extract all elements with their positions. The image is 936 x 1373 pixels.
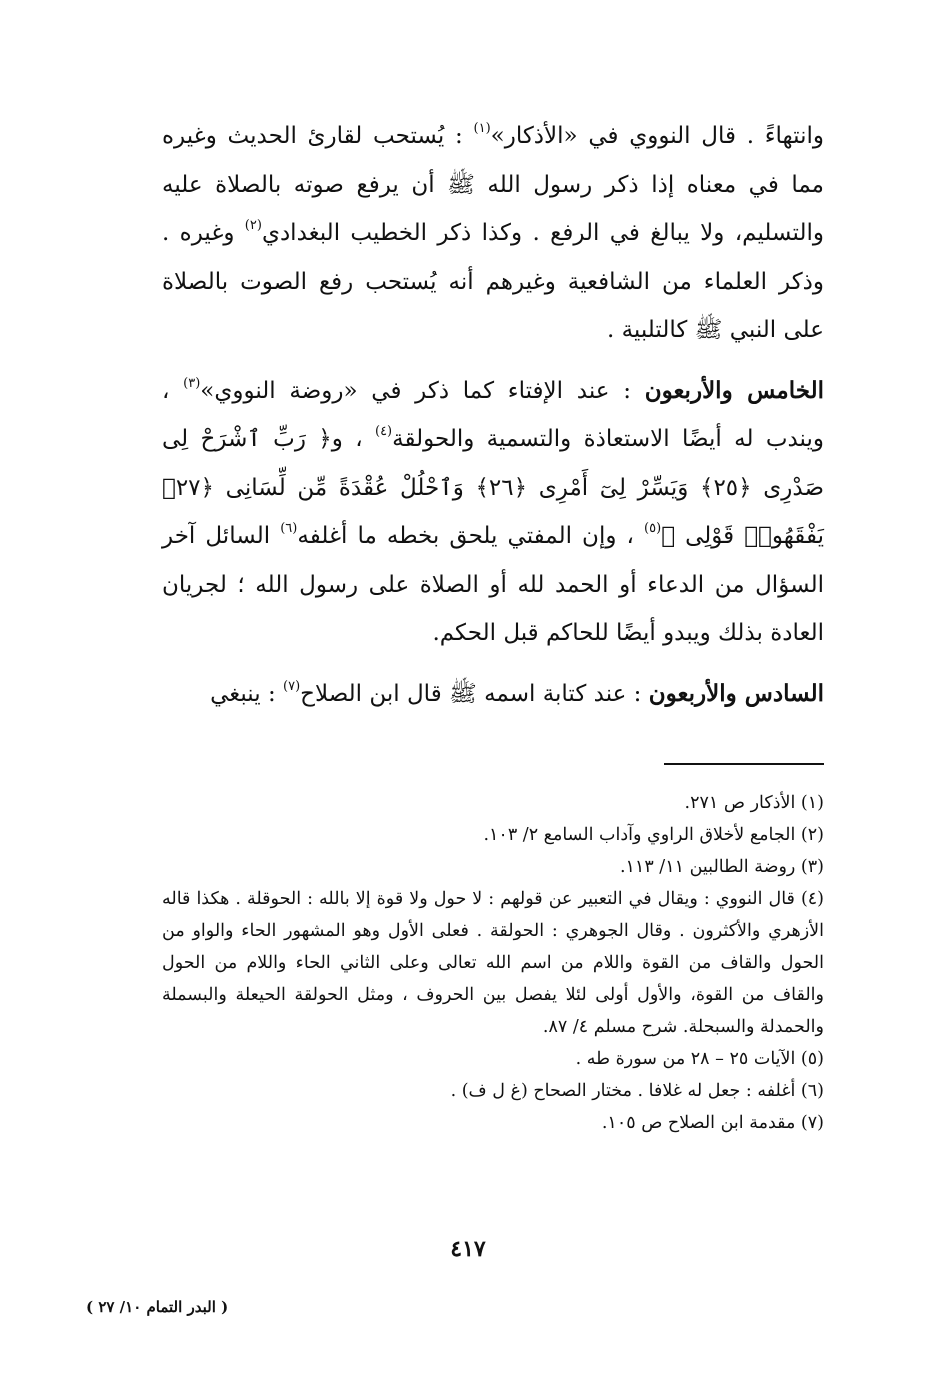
- paragraph-3-text-end: : ينبغي: [210, 680, 283, 707]
- paragraph-2-text-cont: ، ويندب له أيضًا الاستعاذة والتسمية والحولقة: [162, 377, 824, 452]
- footnote-1: (١) الأذكار ص ٢٧١.: [684, 793, 824, 813]
- footnote-ref-4: (٤): [374, 424, 393, 440]
- paragraph-1: [162, 112, 824, 355]
- footnotes: [162, 787, 824, 1139]
- footnote-ref-3: (٣): [183, 375, 201, 391]
- quran-quote: ، و﴿ رَبِّ ٱشْرَحْ لِى صَدْرِى ﴿٢٥﴾ وَيَسِّرْ لِىٓ أَمْرِى ﴿٢٦﴾ وَٱحْلُلْ عُقْدَةً مِّن لِّسَانِى ﴿٢٧﴾ يَفْقَهُوا۟ قَوْلِى ﴾: [162, 426, 824, 549]
- paragraph-2-text-mid: ، وإن المفتي يلحق بخطه ما أغلفه: [297, 523, 645, 549]
- paragraph-2-text-end: السائل آخر السؤال من الدعاء أو الحمد لله أو الصلاة على رسول الله ؛ لجريان العادة بذلك ويبدو أيضًا للحاكم قبل الحكم.: [162, 523, 824, 646]
- paragraph-2: [162, 367, 824, 658]
- footnote-2: (٢) الجامع لأخلاق الراوي وآداب السامع ٢/ ١٠٣.: [483, 825, 824, 845]
- footnote-ref-6: (٦): [280, 521, 298, 537]
- footnote-ref-1: (١): [473, 121, 491, 137]
- footnote-5: (٥) الآيات ٢٥ – ٢٨ من سورة طه .: [575, 1049, 824, 1069]
- footnote-7: (٧) مقدمة ابن الصلاح ص ١٠٥.: [601, 1113, 824, 1133]
- section-heading-46: السادس والأربعون: [648, 679, 824, 707]
- section-heading-45: الخامس والأربعون: [644, 376, 824, 404]
- paragraph-1-text: وانتهاءً . قال النووي في «الأذكار»: [490, 123, 824, 149]
- page-number: ٤١٧: [450, 1236, 486, 1262]
- footnote-6: (٦) أغلفه : جعل له غلافا . مختار الصحاح (غ ل ف) .: [450, 1081, 824, 1101]
- footnote-ref-2: (٢): [244, 218, 262, 234]
- paragraph-1-text-cont: : يُستحب لقارئ الحديث وغيره مما في معناه إذا ذكر رسول الله ﷺ أن يرفع صوته بالصلاة عليه والتسليم، ولا يبالغ في الرفع . وكذا ذكر الخطيب البغدادي: [162, 123, 824, 246]
- paragraph-1-text-end: وغيره . وذكر العلماء من الشافعية وغيرهم أنه يُستحب رفع الصوت بالصلاة على النبي ﷺ كالتلبية .: [162, 220, 824, 343]
- footnote-3: (٣) روضة الطالبين ١١/ ١١٣.: [619, 857, 824, 877]
- paragraph-2-text: : عند الإفتاء كما ذكر في «روضة النووي»: [200, 377, 645, 404]
- paragraph-3: [162, 670, 824, 719]
- printer-signature: ( البدر التمام ١٠/ ٢٧ ): [86, 1298, 229, 1316]
- main-text: [162, 112, 824, 718]
- footnote-ref-5: (٥): [644, 521, 662, 537]
- paragraph-3-text: : عند كتابة اسمه ﷺ قال ابن الصلاح: [300, 680, 649, 707]
- footnote-divider: [664, 763, 824, 765]
- footnote-4: (٤) قال النووي : ويقال في التعبير عن قولهم : لا حول ولا قوة إلا بالله : الحوقلة . هكذا قاله الأزهري والأكثرون . وقال الجوهري : الحولقة . فعلى الأول وهو المشهور الحاء والواو من الحول والقاف من القوة واللام من اسم الله تعالى وعلى الثاني الحاء واللام من الحول والقاف من القوة، والأول أولى لئلا يفصل بين الحروف ، ومثل الحولقة الحيعلة والبسملة والحمدلة والسبحلة. شرح مسلم ٤/ ٨٧.: [162, 889, 824, 1037]
- footnote-ref-7: (٧): [283, 678, 301, 694]
